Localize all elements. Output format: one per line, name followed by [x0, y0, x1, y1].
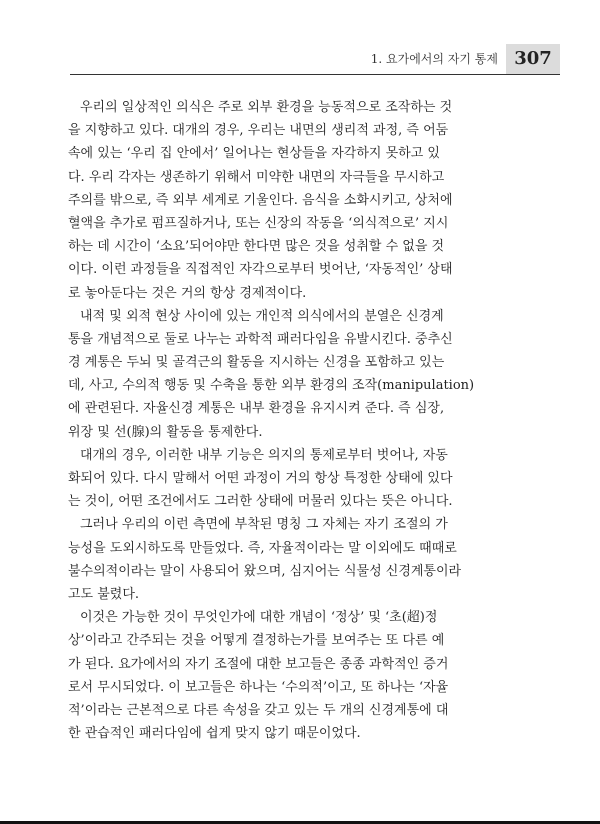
- body-line: 다. 우리 각자는 생존하기 위해서 미약한 내면의 자극들을 무시하고: [68, 169, 445, 185]
- body-line: 을 지향하고 있다. 대개의 경우, 우리는 내면의 생리적 과정, 즉 어둠: [68, 123, 449, 139]
- body-line: 속에 있는 ‘우리 집 안에서’ 일어나는 현상들을 자각하지 못하고 있: [68, 146, 440, 162]
- paragraph-5: [68, 606, 548, 745]
- body-line: 위장 및 선(腺)의 활동을 통제한다.: [68, 424, 263, 440]
- paragraph-3: [68, 444, 548, 514]
- body-line: 는 것이, 어떤 조건에서도 그러한 상태에 머물러 있다는 뜻은 아니다.: [68, 494, 453, 510]
- body-line: 이다. 이런 과정들을 직접적인 자각으로부터 벗어난, ‘자동적인’ 상태: [68, 262, 453, 278]
- body-line: 주의를 밖으로, 즉 외부 세계로 기울인다. 음식을 소화시키고, 상처에: [68, 192, 453, 208]
- page-header: [70, 44, 560, 75]
- running-head: 1. 요가에서의 자기 통제: [370, 52, 498, 66]
- body-line: 한 관습적인 패러다임에 쉽게 맞지 않기 때문이었다.: [68, 726, 361, 742]
- body-line: 혈액을 추가로 펌프질하거나, 또는 신장의 작동을 ‘의식적으로’ 지시: [68, 215, 449, 231]
- body-line: 하는 데 시간이 ‘소요’되어야만 한다면 많은 것을 성취할 수 없을 것: [68, 239, 445, 255]
- body-line: 화되어 있다. 다시 말해서 어떤 과정이 거의 항상 특정한 상태에 있다: [68, 471, 453, 486]
- body-line: 적’이라는 근본적으로 다른 속성을 갖고 있는 두 개의 신경계통에 대: [68, 702, 449, 718]
- body-line: 상’이라고 간주되는 것을 어떻게 결정하는가를 보여주는 또 다른 예: [68, 633, 445, 649]
- body-line: 내적 및 외적 현상 사이에 있는 개인적 의식에서의 분열은 신경계: [80, 308, 444, 324]
- body-line: 로 놓아둔다는 것은 거의 항상 경제적이다.: [68, 285, 307, 301]
- body-line: 에 관련된다. 자율신경 계통은 내부 환경을 유지시켜 준다. 즉 심장,: [68, 401, 445, 417]
- body-line: 통을 개념적으로 둘로 나누는 과학적 패러다임을 유발시킨다. 중추신: [68, 331, 453, 347]
- body-line: 대개의 경우, 이러한 내부 기능은 의지의 통제로부터 벗어나, 자동: [80, 447, 448, 463]
- body-line: 가 된다. 요가에서의 자기 조절에 대한 보고들은 종종 과학적인 증거: [68, 656, 449, 672]
- body-text: [68, 96, 548, 745]
- paragraph-1: [68, 96, 548, 305]
- body-line: 고도 불렸다.: [68, 586, 140, 602]
- page-number: 307: [506, 44, 560, 74]
- paragraph-4: [68, 513, 548, 606]
- body-line: 불수의적이라는 말이 사용되어 왔으며, 심지어는 식물성 신경계통이라: [68, 563, 462, 579]
- body-line: 로서 무시되었다. 이 보고들은 하나는 ‘수의적’이고, 또 하나는 ‘자율: [68, 679, 449, 695]
- body-line: 그러나 우리의 이런 측면에 부착된 명칭 그 자체는 자기 조절의 가: [80, 517, 448, 533]
- body-line: 능성을 도외시하도록 만들었다. 즉, 자율적이라는 말 이외에도 때때로: [68, 540, 457, 556]
- body-line: 우리의 일상적인 의식은 주로 외부 환경을 능동적으로 조작하는 것: [80, 100, 453, 115]
- body-line: 이것은 가능한 것이 무엇인가에 대한 개념이 ‘정상’ 및 ‘초(超)정: [80, 610, 438, 626]
- paragraph-2: [68, 305, 548, 444]
- body-line: 경 계통은 두뇌 및 골격근의 활동을 지시하는 신경을 포함하고 있는: [68, 355, 445, 371]
- body-line: 데, 사고, 수의적 행동 및 수축을 통한 외부 환경의 조작(manipulation): [68, 378, 475, 394]
